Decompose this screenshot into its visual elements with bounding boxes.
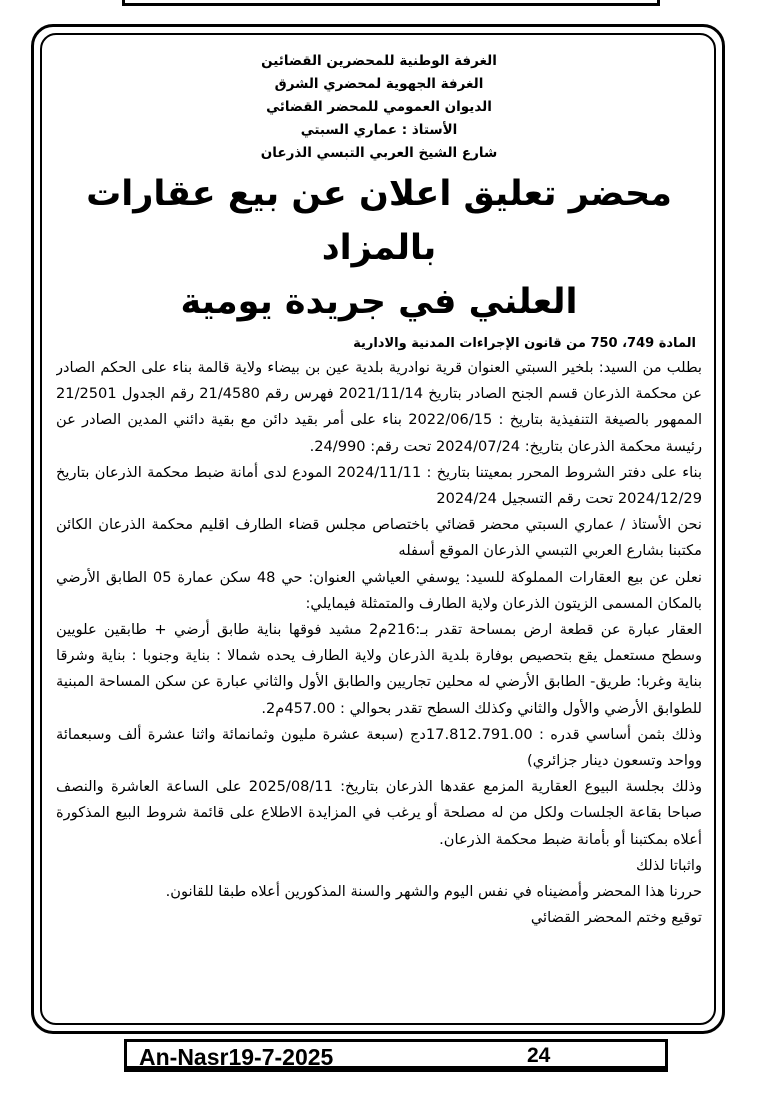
notice-title — [56, 167, 702, 329]
paragraph-request: بطلب من السيد: بلخير السبتي العنوان قرية نوادرية بلدية عين بن بيضاء ولاية قالمة بناء على الحكم الصادر عن محكمة الذرعان قسم الجنح الصادر بتاريخ 2021/11/14 فهرس رقم 21/4580 رقم الجدول 21/2501 الممهور بالصيغة التنفيذية بتاريخ : 2022/06/15 بناء على أمر بقيد دائن مع بقية دائني المدين الصادر عن رئيسة محكمة الذرعان بتاريخ: 2024/07/24 تحت رقم: 24/990. — [56, 359, 702, 455]
notice-content — [56, 50, 702, 1010]
paragraph-announcement: نعلن عن بيع العقارات المملوكة للسيد: يوسفي العياشي العنوان: حي 48 سكن عمارة 05 الطابق الأرضي بالمكان المسمى الزيتون الذرعان ولاية الطارف والمتمثلة فيمايلي: — [56, 568, 702, 612]
paragraph-price: وذلك بثمن أساسي قدره : 17.812.791.00دج (سبعة عشرة مليون وثمانمائة واثنا عشرة ألف وسبعمائة وواحد وتسعون دينار جزائري) — [56, 725, 702, 770]
paragraph-signature: توقيع وختم المحضر القضائي — [530, 909, 702, 927]
header-line-name: الأستاذ : عماري السبتي — [300, 122, 458, 138]
paragraph-bailiff: نحن الأستاذ / عماري السبتي محضر قضائي باختصاص مجلس قضاء الطارف اقليم محكمة الذرعان الكائن مكتبنا بشارع العربي التبسي الذرعان الموقع أسفله — [56, 516, 702, 560]
paragraph-session: وذلك بجلسة البيوع العقارية المزمع عقدها الذرعان بتاريخ: 2025/08/11 على الساعة العاشرة والنصف صباحا بقاعة الجلسات ولكل من له مصلحة أو يرغب في المزايدة الاطلاع على قائمة شروط البيع المذكورة أعلاه بمكتبنا أو بأمانة ضبط محكمة الذرعان. — [56, 778, 702, 848]
title-line-2: العلني في جريدة يومية — [180, 282, 578, 322]
title-line-1: محضر تعليق اعلان عن بيع عقارات بالمزاد — [86, 174, 672, 268]
paragraph-conditions: بناء على دفتر الشروط المحرر بمعيتنا بتاريخ : 2024/11/11 المودع لدى أمانة ضبط محكمة الذرعان بتاريخ 2024/12/29 تحت رقم التسجيل 2024/24 — [56, 463, 702, 508]
header-line-chamber: الغرفة الوطنية للمحضرين القضائين — [261, 53, 497, 69]
article-reference: المادة 749، 750 من قانون الإجراءات المدنية والادارية — [353, 336, 696, 351]
paragraph-property: العقار عبارة عن قطعة ارض بمساحة تقدر بـ:216م2 مشيد فوقها بناية طابق أرضي + طابقين علويين وسطح مستعمل يقع بتحصيص بوفارة بلدية الذرعان ولاية الطارف يحده شمالا : بناية وجنوبا : بناية وشرقا بناية وغربا: طريق- الطابق الأرضي له محلين تجاريين والطابق الأول والثاني عبارة عن سكن المساحة المبنية للطوابق الأرضي والأول والثاني وكذلك السطح تقدر بحوالي : 457.00م2. — [56, 621, 702, 717]
header-line-address: شارع الشيخ العربي التبسي الذرعان — [260, 145, 498, 161]
paragraph-attestation: واثباتا لذلك — [635, 856, 702, 874]
header-line-office: الديوان العمومي للمحضر القضائي — [266, 99, 492, 115]
paragraph-closing: حررنا هذا المحضر وأمضيناه في نفس اليوم والشهر والسنة المذكورين أعلاه طبقا للقانون. — [165, 883, 702, 901]
top-rule — [122, 0, 660, 6]
footer-page-number: 24 — [527, 1044, 551, 1067]
footer-source: An-Nasr19-7-2025 — [139, 1044, 334, 1070]
header-line-regional: الغرفة الجهوية لمحضري الشرق — [274, 76, 484, 92]
footer-bar — [124, 1039, 668, 1072]
